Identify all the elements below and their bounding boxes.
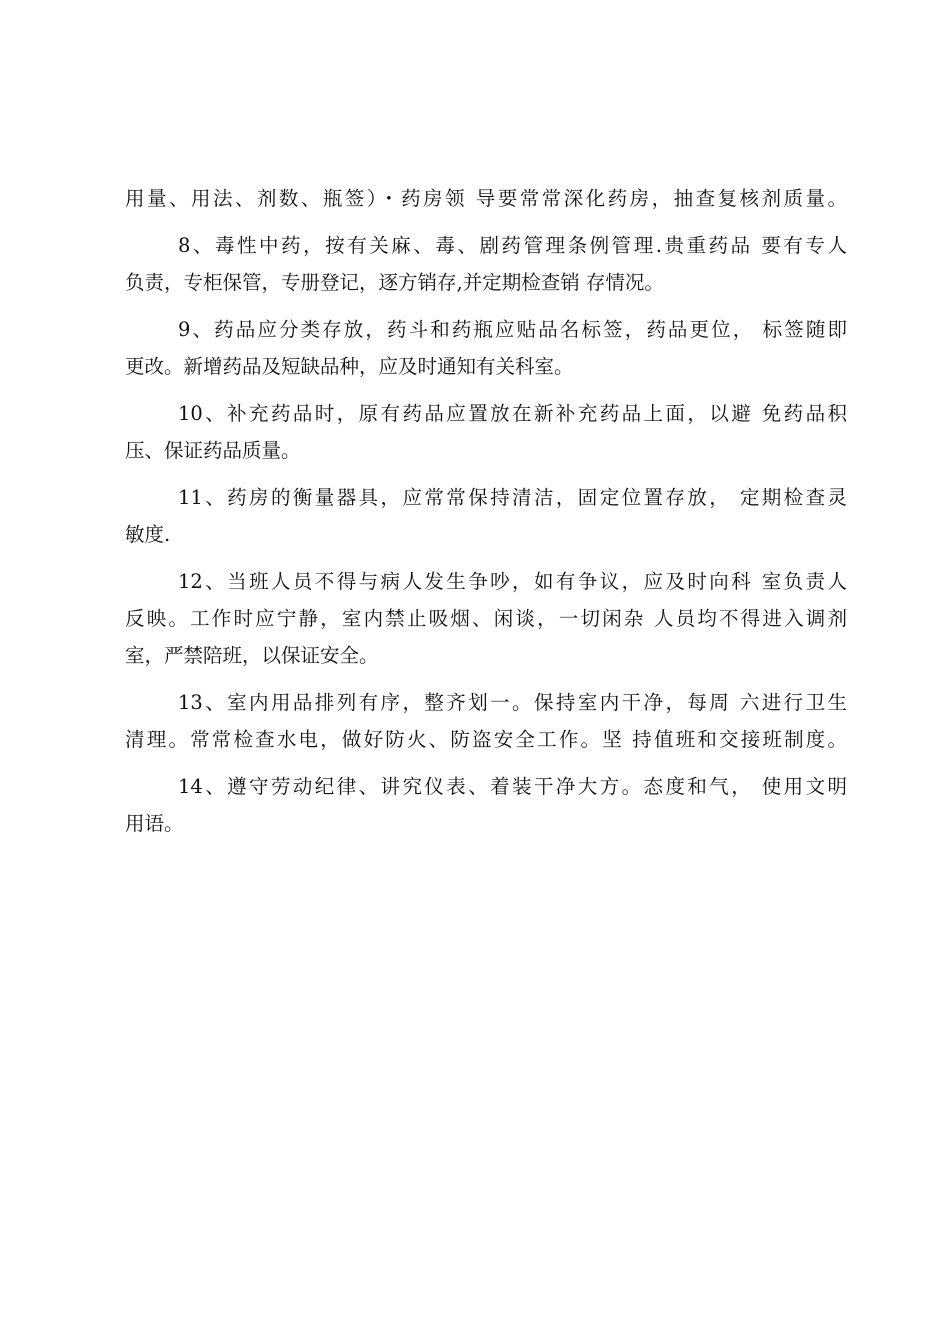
paragraph-14-line-1: 14、遵守劳动纪律、讲究仪表、着装干净大方。态度和气， 使用文明 <box>178 775 847 798</box>
paragraph-12-line-2: 反映。工作时应宁静，室内禁止吸烟、闲谈，一切闲杂 人员均不得进入调剂 <box>125 607 847 630</box>
document-body <box>125 184 847 846</box>
paragraph-10-line-1: 10、补充药品时，原有药品应置放在新补充药品上面，以避 免药品积 <box>178 402 847 425</box>
paragraph-11-line-1: 11、药房的衡量器具，应常常保持清洁，固定位置存放， 定期检查灵 <box>178 486 847 509</box>
paragraph-8-line-1: 8、毒性中药，按有关麻、毒、剧药管理条例管理.贵重药品 要有专人 <box>178 234 847 257</box>
paragraph-9-line-1: 9、药品应分类存放，药斗和药瓶应贴品名标签，药品更位， 标签随即 <box>178 318 847 341</box>
text-line: 用量、用法、剂数、瓶签）・药房领 导要常常深化药房，抽查复核剂质量。 <box>125 187 847 210</box>
paragraph-10-line-2: 压、保证药品质量。 <box>125 439 301 462</box>
paragraph-13-line-2: 清理。常常检查水电，做好防火、防盗安全工作。坚 持值班和交接班制度。 <box>125 728 847 751</box>
paragraph-14-line-2: 用语。 <box>125 812 184 835</box>
paragraph-13-line-1: 13、室内用品排列有序，整齐划一。保持室内干净，每周 六进行卫生 <box>178 691 847 714</box>
paragraph-8-line-2: 负责，专柜保管，专册登记，逐方销存,并定期检查销 存情况。 <box>125 271 664 294</box>
paragraph-12-line-1: 12、当班人员不得与病人发生争吵，如有争议，应及时向科 室负责人 <box>178 570 847 593</box>
paragraph-11-line-2: 敏度. <box>125 523 171 546</box>
paragraph-12-line-3: 室，严禁陪班，以保证安全。 <box>125 644 379 667</box>
paragraph-9-line-2: 更改。新增药品及短缺品种，应及时通知有关科室。 <box>125 355 574 378</box>
